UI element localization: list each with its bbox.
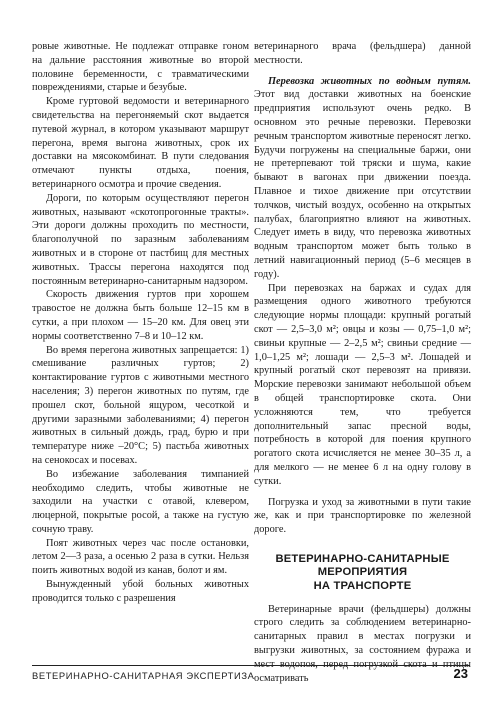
section-heading-line-1: ВЕТЕРИНАРНО-САНИТАРНЫЕ [275,552,450,565]
paragraph-watering: Поят животных через час после остановки, летом 2—3 раза, а осенью 2 раза в сутки. Нельзя поить животных водой из канав, болот и ям. [32,537,249,577]
paragraph-continuation-right: ветеринарного врача (фельдшера) данной местности. [254,41,471,66]
right-column [254,40,471,685]
paragraph-vet-duties: Ветеринарные врачи (фельдшеры) должны строго следить за соблюдением ветеринарно-санитарных правил в местах погрузки и выгрузки животных, за состоянием фуража и мест водопоя, перед погрузкой скота и птицы осматривать [254,603,471,684]
water-section-text: Этот вид доставки животных на боенские предприятия используют очень редко. В основном это речные перевозки. Перевозки речным транспортом животные переносят легко. Будучи погружены на специальные баржи, они не претерпевают той тряски и шума, какие бывают в вагонах при движении поезда. Плавное и тихое движение при отсутствии толчков, чистый воздух, особенно на открытых палубах, благоприятно влияют на животных. Следует иметь в виду, что перевозка животных водным транспортом может быть только в летний навигационный период (5–6 месяцев в году). [254,89,471,280]
paragraph-water-transport [254,75,471,282]
footer-divider [32,665,470,666]
paragraph-cattle-roads: Дороги, по которым осуществляют перегон животных, называют «скотопрогонные тракты». Эти дороги должны проходить по местности, благополучной по заразным заболеваниям животных и в стороне от пастбищ для местных животных. Трассы перегона находятся под постоянным ветеринарно-санитарным надзором. [32,192,249,287]
section-heading-line-2: МЕРОПРИЯТИЯ [317,566,408,579]
paragraph-loading-care: Погрузка и уход за животными в пути такие же, как и при транспортировке по железной дороге. [254,496,471,536]
section-heading [254,553,471,594]
paragraph-continuation: ровые животные. Не подлежат отправке гоном на дальние расстояния животные во второй половине беременности, с травматическими повреждениями, старые и безубые. [32,41,249,94]
paragraph-forced-slaughter: Вынужденный убой больных животных проводится только с разрешения [32,579,249,604]
page-number: 23 [453,666,468,681]
section-runin-title: Перевозка животных по водным путям. [268,75,471,87]
section-heading-line-3: НА ТРАНСПОРТЕ [313,580,412,593]
paragraph-tympania: Во избежание заболевания тимпанией необходимо следить, чтобы животные не заходили на участки с отавой, клевером, люцерной, покрытые росой, а также на густую сочную траву. [32,468,249,535]
paragraph-prohibitions: Во время перегона животных запрещается: 1) смешивание различных гуртов; 2) контактирование гуртов с животными местного населения; 3) перегон животных по путям, где прошел скот, больной ящуром, чесоткой и другими заразными заболеваниями; 4) перегон животных в сильный дождь, град, бурю и при температуре ниже –20°С; 5) пастьба животных на сенокосах и посевах. [32,344,249,466]
paragraph-barge-norms: При перевозках на баржах и судах для размещения одного животного требуются следующие нормы площади: крупный рогатый скот — 2,5–3,0 м²; овцы и козы — 0,75–1,0 м²; свиньи крупные — 2–2,5 м²; свиньи средние — 1,0–1,25 м²; лошади — 2,5–3 м². Лошадей и крупный рогатый скот перевозят на привязи. Морские перевозки занимают небольшой объем в общей транспортировке скота. Они усложняются тем, что требуется дополнительный запас пресной воды, потребность в которой для поения крупного рогатого скота исчисляется не менее 30–35 л, а для мелкого — не менее 6 л на одну голову в сутки. [254,282,471,487]
paragraph-herd-speed: Скорость движения гуртов при хорошем травостое не должна быть больше 12–15 км в сутки, а при плохом — 15–20 км. Для овец эти нормы соответственно 7–8 и 10–12 км. [32,289,249,342]
running-title: ВЕТЕРИНАРНО-САНИТАРНАЯ ЭКСПЕРТИЗА [32,670,255,681]
left-column [32,40,249,606]
paragraph-travel-journal: Кроме гуртовой ведомости и ветеринарного свидетельства на перегоняемый скот выдается путевой журнал, в котором указывают маршрут перегона, время выгона животных, срок их доставки на мясокомбинат. В пути следования отмечают пункты отдыха, поения, ветеринарного осмотра и прочие сведения. [32,96,249,190]
